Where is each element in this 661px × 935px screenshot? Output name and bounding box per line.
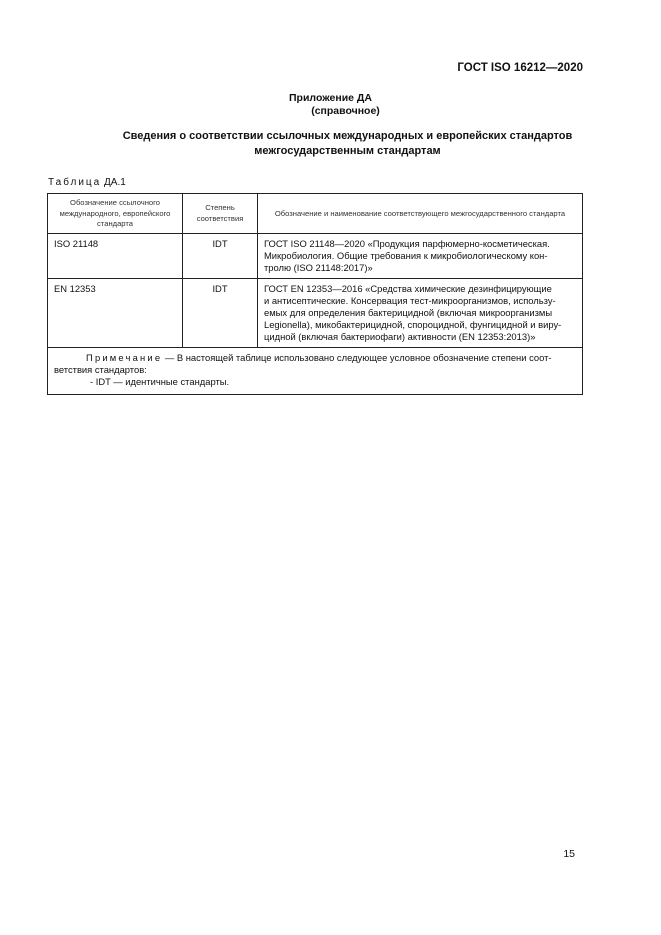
standard-code: ГОСТ ISO 16212—2020 bbox=[457, 62, 583, 74]
description-line: ГОСТ EN 12353—2016 «Средства химические дезинфицирующие bbox=[264, 282, 552, 294]
annex-heading-line-1: Сведения о соответствии ссылочных международных и европейских стандартов bbox=[122, 130, 573, 142]
table-note bbox=[48, 347, 583, 394]
table-row bbox=[48, 278, 583, 347]
cell-degree: IDT bbox=[183, 278, 258, 347]
note-label: Примечание bbox=[86, 351, 163, 363]
annex-heading-line-2: межгосударственным стандартам bbox=[254, 145, 441, 157]
table-note-row bbox=[48, 347, 583, 394]
annex-heading bbox=[0, 129, 661, 159]
note-text-line-2: ветствия стандартов: bbox=[54, 363, 147, 375]
table-caption-word: Таблица bbox=[48, 177, 102, 188]
correspondence-table bbox=[47, 193, 583, 395]
description-line: цидной (включая бактериофаги) активности (EN 12353:2013)» bbox=[264, 330, 536, 342]
header-degree: Степень соответствия bbox=[183, 194, 258, 234]
description-line: Микробиология. Общие требования к микробиологическому кон- bbox=[264, 249, 548, 261]
table-row bbox=[48, 233, 583, 278]
annex-title: Приложение ДА bbox=[289, 92, 372, 104]
cell-description bbox=[258, 233, 583, 278]
table-caption-number: ДА.1 bbox=[104, 177, 126, 188]
header-reference-standard: Обозначение ссылочного международного, европейского стандарта bbox=[48, 194, 183, 234]
description-line: емых для определения бактерицидной (включая микроорганизмы bbox=[264, 306, 553, 318]
note-paragraph bbox=[54, 352, 576, 364]
cell-reference: EN 12353 bbox=[48, 278, 183, 347]
description-line: и антисептические. Консервация тест-микроорганизмов, использу- bbox=[264, 294, 556, 306]
cell-degree: IDT bbox=[183, 233, 258, 278]
description-line: ГОСТ ISO 21148—2020 «Продукция парфюмерно-косметическая. bbox=[264, 237, 550, 249]
cell-description bbox=[258, 278, 583, 347]
header-interstate-standard: Обозначение и наименование соответствующего межгосударственного стандарта bbox=[258, 194, 583, 234]
cell-reference: ISO 21148 bbox=[48, 233, 183, 278]
description-line: тролю (ISO 21148:2017)» bbox=[264, 261, 373, 273]
table-caption bbox=[48, 177, 126, 188]
table-header-row bbox=[48, 194, 583, 234]
note-item: - IDT — идентичные стандарты. bbox=[90, 375, 230, 387]
description-line: Legionella), микобактерицидной, спороцидной, фунгицидной и виру- bbox=[264, 318, 562, 330]
note-text-line-1: — В настоящей таблице использовано следующее условное обозначение степени соот- bbox=[162, 351, 552, 363]
annex-subtitle: (справочное) bbox=[311, 105, 380, 117]
annex-title-block bbox=[0, 92, 661, 118]
page-number: 15 bbox=[563, 848, 575, 860]
